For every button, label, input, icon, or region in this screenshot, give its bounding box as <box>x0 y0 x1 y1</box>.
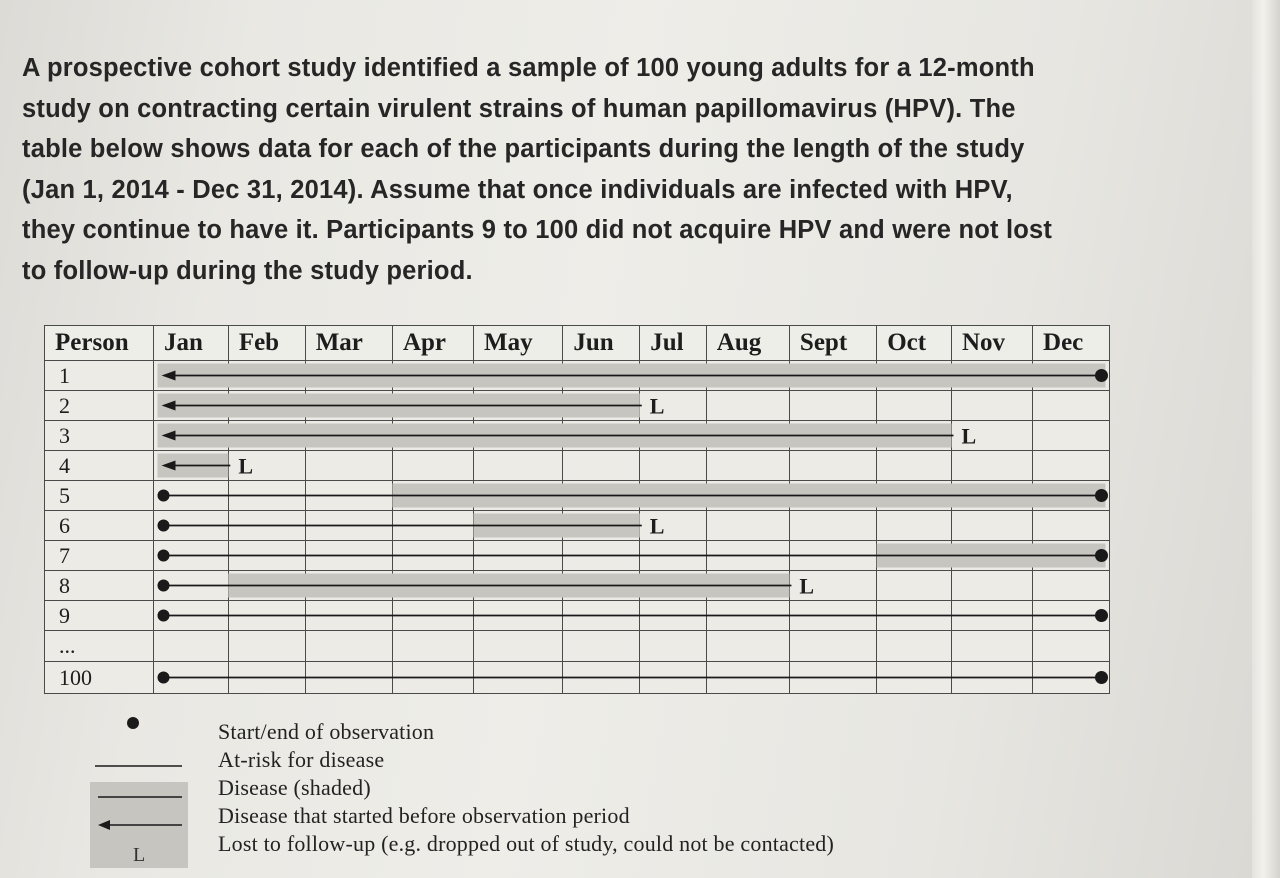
month-cell <box>789 541 876 571</box>
person-cell: 2 <box>45 391 154 421</box>
month-cell <box>951 662 1032 694</box>
month-cell <box>1033 421 1110 451</box>
table-row <box>45 541 1110 571</box>
follow-up-grid <box>44 325 1110 694</box>
month-cell <box>473 601 562 631</box>
month-cell <box>877 571 952 601</box>
month-cell <box>1033 481 1110 511</box>
person-cell: 5 <box>45 481 154 511</box>
month-cell <box>951 361 1032 391</box>
month-cell <box>951 601 1032 631</box>
person-cell: 8 <box>45 571 154 601</box>
month-cell <box>640 391 707 421</box>
table-row <box>45 511 1110 541</box>
month-cell <box>789 481 876 511</box>
month-cell <box>473 391 562 421</box>
header-person: Person <box>45 326 154 361</box>
month-cell <box>951 511 1032 541</box>
month-cell <box>305 481 392 511</box>
legend-label: At-risk for disease <box>218 747 385 772</box>
person-cell: 4 <box>45 451 154 481</box>
month-cell <box>392 391 473 421</box>
month-cell <box>154 541 229 571</box>
month-cell <box>228 601 305 631</box>
month-cell <box>877 361 952 391</box>
month-cell <box>392 541 473 571</box>
month-cell <box>473 541 562 571</box>
month-cell <box>640 631 707 662</box>
month-cell <box>392 421 473 451</box>
month-cell <box>154 451 229 481</box>
month-cell <box>154 481 229 511</box>
lost-marker: L <box>649 513 665 539</box>
month-cell <box>473 481 562 511</box>
month-cell <box>154 571 229 601</box>
month-cell <box>706 571 789 601</box>
month-cell <box>305 421 392 451</box>
month-cell <box>228 631 305 662</box>
month-cell <box>563 451 640 481</box>
month-cell <box>305 511 392 541</box>
month-cell <box>789 421 876 451</box>
month-cell <box>1033 361 1110 391</box>
legend-label: Disease that started before observation period <box>218 803 630 828</box>
header-month: Jan <box>154 326 229 361</box>
month-cell <box>789 361 876 391</box>
month-cell <box>1033 631 1110 662</box>
month-cell <box>706 481 789 511</box>
month-cell <box>877 601 952 631</box>
legend-dot-icon <box>127 717 139 729</box>
legend-lost-icon: L <box>133 844 146 866</box>
person-cell: 6 <box>45 511 154 541</box>
month-cell <box>473 631 562 662</box>
month-cell <box>228 451 305 481</box>
month-cell <box>392 451 473 481</box>
legend-label: Lost to follow-up (e.g. dropped out of study, could not be contacted) <box>218 831 835 856</box>
legend-label: Disease (shaded) <box>218 775 371 800</box>
month-cell <box>951 391 1032 421</box>
header-month: Aug <box>706 326 789 361</box>
table-row <box>45 571 1110 601</box>
month-cell <box>951 451 1032 481</box>
lost-marker: L <box>961 423 977 449</box>
month-cell <box>563 511 640 541</box>
month-cell <box>1033 451 1110 481</box>
month-cell <box>1033 511 1110 541</box>
month-cell <box>951 421 1032 451</box>
person-cell: 100 <box>45 662 154 694</box>
month-cell <box>640 481 707 511</box>
month-cell <box>640 421 707 451</box>
month-cell <box>877 541 952 571</box>
month-cell <box>563 421 640 451</box>
month-cell <box>1033 662 1110 694</box>
month-cell <box>640 601 707 631</box>
month-cell <box>154 631 229 662</box>
month-cell <box>228 361 305 391</box>
month-cell <box>789 601 876 631</box>
month-cell <box>563 601 640 631</box>
month-cell <box>706 421 789 451</box>
month-cell <box>563 571 640 601</box>
month-cell <box>1033 541 1110 571</box>
question-line: (Jan 1, 2014 - Dec 31, 2014). Assume that once individuals are infected with HPV, <box>22 175 1013 204</box>
month-cell <box>392 361 473 391</box>
person-cell: ... <box>45 631 154 662</box>
month-cell <box>228 421 305 451</box>
header-month: Sept <box>789 326 876 361</box>
legend <box>0 700 1280 878</box>
month-cell <box>877 511 952 541</box>
table-row <box>45 421 1110 451</box>
month-cell <box>473 511 562 541</box>
header-month: Jul <box>640 326 707 361</box>
month-cell <box>305 451 392 481</box>
month-cell <box>877 421 952 451</box>
month-cell <box>563 481 640 511</box>
month-cell <box>1033 601 1110 631</box>
month-cell <box>392 481 473 511</box>
header-month: Oct <box>877 326 952 361</box>
month-cell <box>154 511 229 541</box>
month-cell <box>228 481 305 511</box>
month-cell <box>154 601 229 631</box>
person-cell: 9 <box>45 601 154 631</box>
month-cell <box>228 391 305 421</box>
table-row <box>45 481 1110 511</box>
person-cell: 7 <box>45 541 154 571</box>
month-cell <box>563 662 640 694</box>
header-month: Apr <box>392 326 473 361</box>
table-row <box>45 601 1110 631</box>
month-cell <box>392 511 473 541</box>
header-month: Dec <box>1033 326 1110 361</box>
person-cell: 3 <box>45 421 154 451</box>
question-line: they continue to have it. Participants 9 to 100 did not acquire HPV and were not lost <box>22 216 1053 244</box>
month-cell <box>706 662 789 694</box>
table-row <box>45 631 1110 662</box>
month-cell <box>640 451 707 481</box>
month-cell <box>473 571 562 601</box>
header-month: May <box>473 326 562 361</box>
question-line: study on contracting certain virulent strains of human papillomavirus (HPV). The <box>22 94 1016 123</box>
table-row <box>45 662 1110 694</box>
month-cell <box>154 361 229 391</box>
month-cell <box>305 391 392 421</box>
table-row <box>45 361 1110 391</box>
month-cell <box>789 662 876 694</box>
month-cell <box>706 541 789 571</box>
question-line: to follow-up during the study period. <box>22 256 473 285</box>
month-cell <box>392 571 473 601</box>
month-cell <box>640 361 707 391</box>
month-cell <box>305 662 392 694</box>
question-line: A prospective cohort study identified a sample of 100 young adults for a 12-month <box>22 54 1035 82</box>
month-cell <box>563 631 640 662</box>
month-cell <box>1033 571 1110 601</box>
month-cell <box>473 451 562 481</box>
month-cell <box>640 571 707 601</box>
month-cell <box>154 391 229 421</box>
legend-symbols <box>90 710 190 870</box>
lost-marker: L <box>649 393 665 419</box>
month-cell <box>877 662 952 694</box>
table-row <box>45 391 1110 421</box>
month-cell <box>305 541 392 571</box>
month-cell <box>706 631 789 662</box>
question-text <box>22 48 1192 291</box>
month-cell <box>640 511 707 541</box>
month-cell <box>154 662 229 694</box>
month-cell <box>789 451 876 481</box>
month-cell <box>1033 391 1110 421</box>
month-cell <box>951 481 1032 511</box>
month-cell <box>706 511 789 541</box>
month-cell <box>228 511 305 541</box>
month-cell <box>640 541 707 571</box>
month-cell <box>305 631 392 662</box>
month-cell <box>706 451 789 481</box>
follow-up-table <box>44 325 1112 690</box>
month-cell <box>305 361 392 391</box>
month-cell <box>706 601 789 631</box>
lost-marker: L <box>799 573 815 599</box>
month-cell <box>640 662 707 694</box>
month-cell <box>473 361 562 391</box>
question-line: table below shows data for each of the participants during the length of the study <box>22 135 1025 163</box>
month-cell <box>951 571 1032 601</box>
month-cell <box>877 481 952 511</box>
month-cell <box>789 631 876 662</box>
legend-label: Start/end of observation <box>218 719 435 744</box>
month-cell <box>563 361 640 391</box>
month-cell <box>789 391 876 421</box>
month-cell <box>305 601 392 631</box>
header-month: Mar <box>305 326 392 361</box>
month-cell <box>706 361 789 391</box>
month-cell <box>951 631 1032 662</box>
month-cell <box>154 421 229 451</box>
header-row <box>45 326 1110 361</box>
month-cell <box>305 571 392 601</box>
month-cell <box>563 391 640 421</box>
month-cell <box>877 391 952 421</box>
month-cell <box>392 662 473 694</box>
month-cell <box>789 571 876 601</box>
month-cell <box>473 662 562 694</box>
header-month: Feb <box>228 326 305 361</box>
month-cell <box>228 541 305 571</box>
month-cell <box>706 391 789 421</box>
month-cell <box>951 541 1032 571</box>
month-cell <box>392 601 473 631</box>
header-month: Jun <box>563 326 640 361</box>
month-cell <box>228 571 305 601</box>
person-cell: 1 <box>45 361 154 391</box>
month-cell <box>789 511 876 541</box>
month-cell <box>392 631 473 662</box>
month-cell <box>473 421 562 451</box>
table-row <box>45 451 1110 481</box>
month-cell <box>563 541 640 571</box>
month-cell <box>228 662 305 694</box>
month-cell <box>877 451 952 481</box>
lost-marker: L <box>238 453 253 479</box>
header-month: Nov <box>951 326 1032 361</box>
month-cell <box>877 631 952 662</box>
